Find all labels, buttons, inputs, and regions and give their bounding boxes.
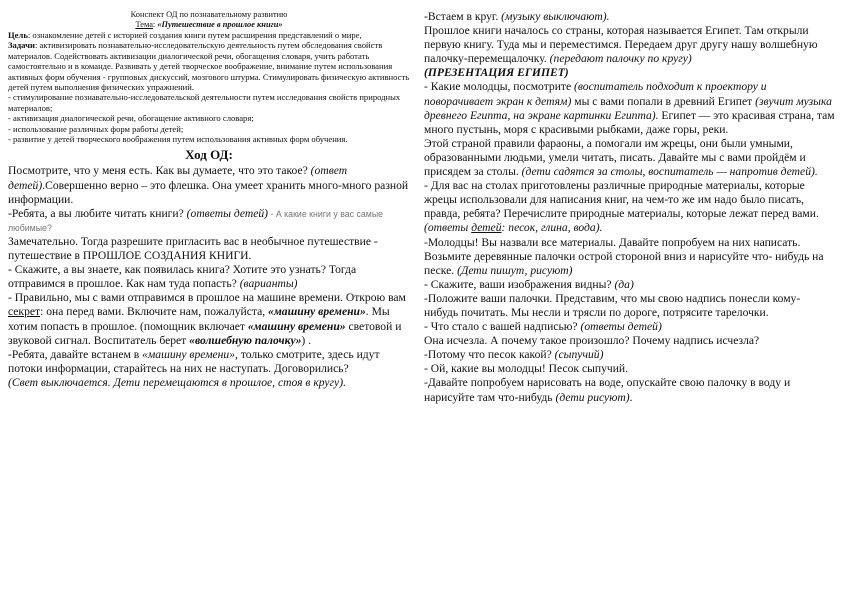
paragraph: Замечательно. Тогда разрешите пригласить вас в необычное путешествие - путешествие в ПРОШЛОЕ СОЗДАНИЯ КНИГИ. [8, 234, 378, 263]
tasks-label: Задачи [8, 40, 35, 51]
task-bullet: - использование различных форм работы детей; [8, 123, 184, 134]
goal-paragraph [8, 30, 410, 40]
task-bullet: - активизация диалогической речи, обогащение активного словаря; [8, 113, 254, 124]
left-column [8, 10, 410, 390]
theme-separator: : [152, 20, 158, 29]
task-bullet: - развитие у детей творческого воображения путем использования активных форм обучения. [8, 134, 348, 145]
goal-label: Цель [8, 30, 28, 40]
presentation-heading: (ПРЕЗЕНТАЦИЯ ЕГИПЕТ) [424, 66, 569, 80]
gray-comment: - А какие книги у вас самые любимые? [8, 208, 384, 233]
paragraph: - Правильно, мы с вами отправимся в прошлое на машине времени. Открою вам секрет: она перед вами. Включите нам, пожалуйста, «машину времени». Мы хотим попасть в прошлое. (помощник включает «машину времени» световой и звуковой сигнал. Воспитатель берет «волшебную палочку») . [8, 291, 406, 347]
paragraph: - Ой, какие вы молодцы! Песок сыпучий. [424, 362, 629, 376]
paragraph: -Положите ваши палочки. Представим, что мы свою надпись понесли кому- нибудь почитать. Мы несли и трясли по дороге, потрясите тарелочки. [424, 291, 801, 319]
paragraph: - Для вас на столах приготовлены различные природные материалы, которые жрецы использовали для написания книг, на чем-то же им надо было писать, правда, ребята? Перечислите природные материалы, которые лежат перед вами. (ответы детей: песок, глина, вода). [424, 179, 819, 235]
paragraph: Прошлое книги началось со страны, которая называется Египет. Там открыли первую книгу. Туда мы и переместимся. Передаем друг другу нашу волшебную палочку-перемещалочку. (передают палочку по кругу) [424, 24, 818, 66]
paragraph: -Ребята, давайте встанем в «машину времени», только смотрите, здесь идут потоки информации, старайтесь на них не наступать. Договорились? [8, 347, 380, 375]
paragraph: - Скажите, а вы знаете, как появилась книга? Хотите это узнать? Тогда отправимся в прошлое. Как нам туда попасть? (варианты) [8, 263, 357, 291]
paragraph: -Молодцы! Вы назвали все материалы. Давайте попробуем на них написать. Возьмите деревянные палочки острой стороной вниз и нарисуйте что- нибудь на песке. (Дети пишут, рисуют) [424, 235, 824, 277]
document-heading: Конспект ОД по познавательному развитию [130, 10, 288, 19]
paragraph: -Давайте попробуем нарисовать на воде, опускайте свою палочку в воду и нарисуйте там что-нибудь (дети рисуют). [424, 376, 791, 404]
paragraph: -Ребята, а вы любите читать книги? (ответы детей) - А какие книги у вас самые любимые? [8, 206, 384, 233]
theme-value: «Путешествие в прошлое книги» [157, 20, 283, 29]
paragraph: - Что стало с вашей надписью? (ответы детей) [424, 320, 662, 334]
paragraph: -Потому что песок какой? (сыпучий) [424, 348, 604, 362]
tasks-text: : активизировать познавательно-исследовательскую деятельность путем обследования свойств материалов. Содействовать активизации диалогической речи, обогащения словаря, учить работать самостоятельно и в команде. Развивать у детей творческое воображение, внимание путем использования активных форм обучения - групповых дискуссий, мозгового штурма. Стимулировать физическую активность детей путем выполнения физических упражнений. [8, 40, 410, 93]
paragraph: Она исчезла. А почему такое произошло? Почему надпись исчезла? [424, 334, 760, 348]
paragraph: Этой страной правили фараоны, а помогали им жрецы, они были умными, образованными людьми, умели читать, писать. Давайте мы с вами пройдём и присядем за столы. (дети садятся за столы, воспитатель — напротив детей). [424, 136, 818, 179]
theme-label: Тема [135, 20, 153, 29]
document-theme [8, 20, 410, 30]
paragraph: -Встаем в круг. (музыку выключают). [424, 10, 610, 23]
paragraph: - Скажите, ваши изображения видны? (да) [424, 277, 634, 291]
paragraph: Посмотрите, что у меня есть. Как вы думаете, что это такое? (ответ детей).Совершенно верно – это флешка. Она умеет хранить много-много разной информации. [8, 164, 409, 206]
paragraph: - Какие молодцы, посмотрите (воспитатель подходит к проектору и поворачивает экран к детям) мы с вами попали в древний Египет (звучит музыка древнего Египта, на экране картинки Египта). Египет — это красивая страна, там много пустынь, моря с красивыми рыбками, даже горы, реки. [424, 80, 835, 136]
right-column [424, 10, 836, 405]
tasks-paragraph [8, 40, 410, 92]
paragraph: (Свет выключается. Дети перемещаются в прошлое, стоя в кругу). [8, 375, 346, 389]
goal-text: : ознакомление детей с историей создания книги путем расширения представлений о мире, [27, 30, 362, 40]
task-bullet: - стимулирование познавательно-исследовательской деятельности путем исследования свойств природных материалов; [8, 92, 401, 113]
section-title: Ход ОД: [185, 147, 233, 163]
